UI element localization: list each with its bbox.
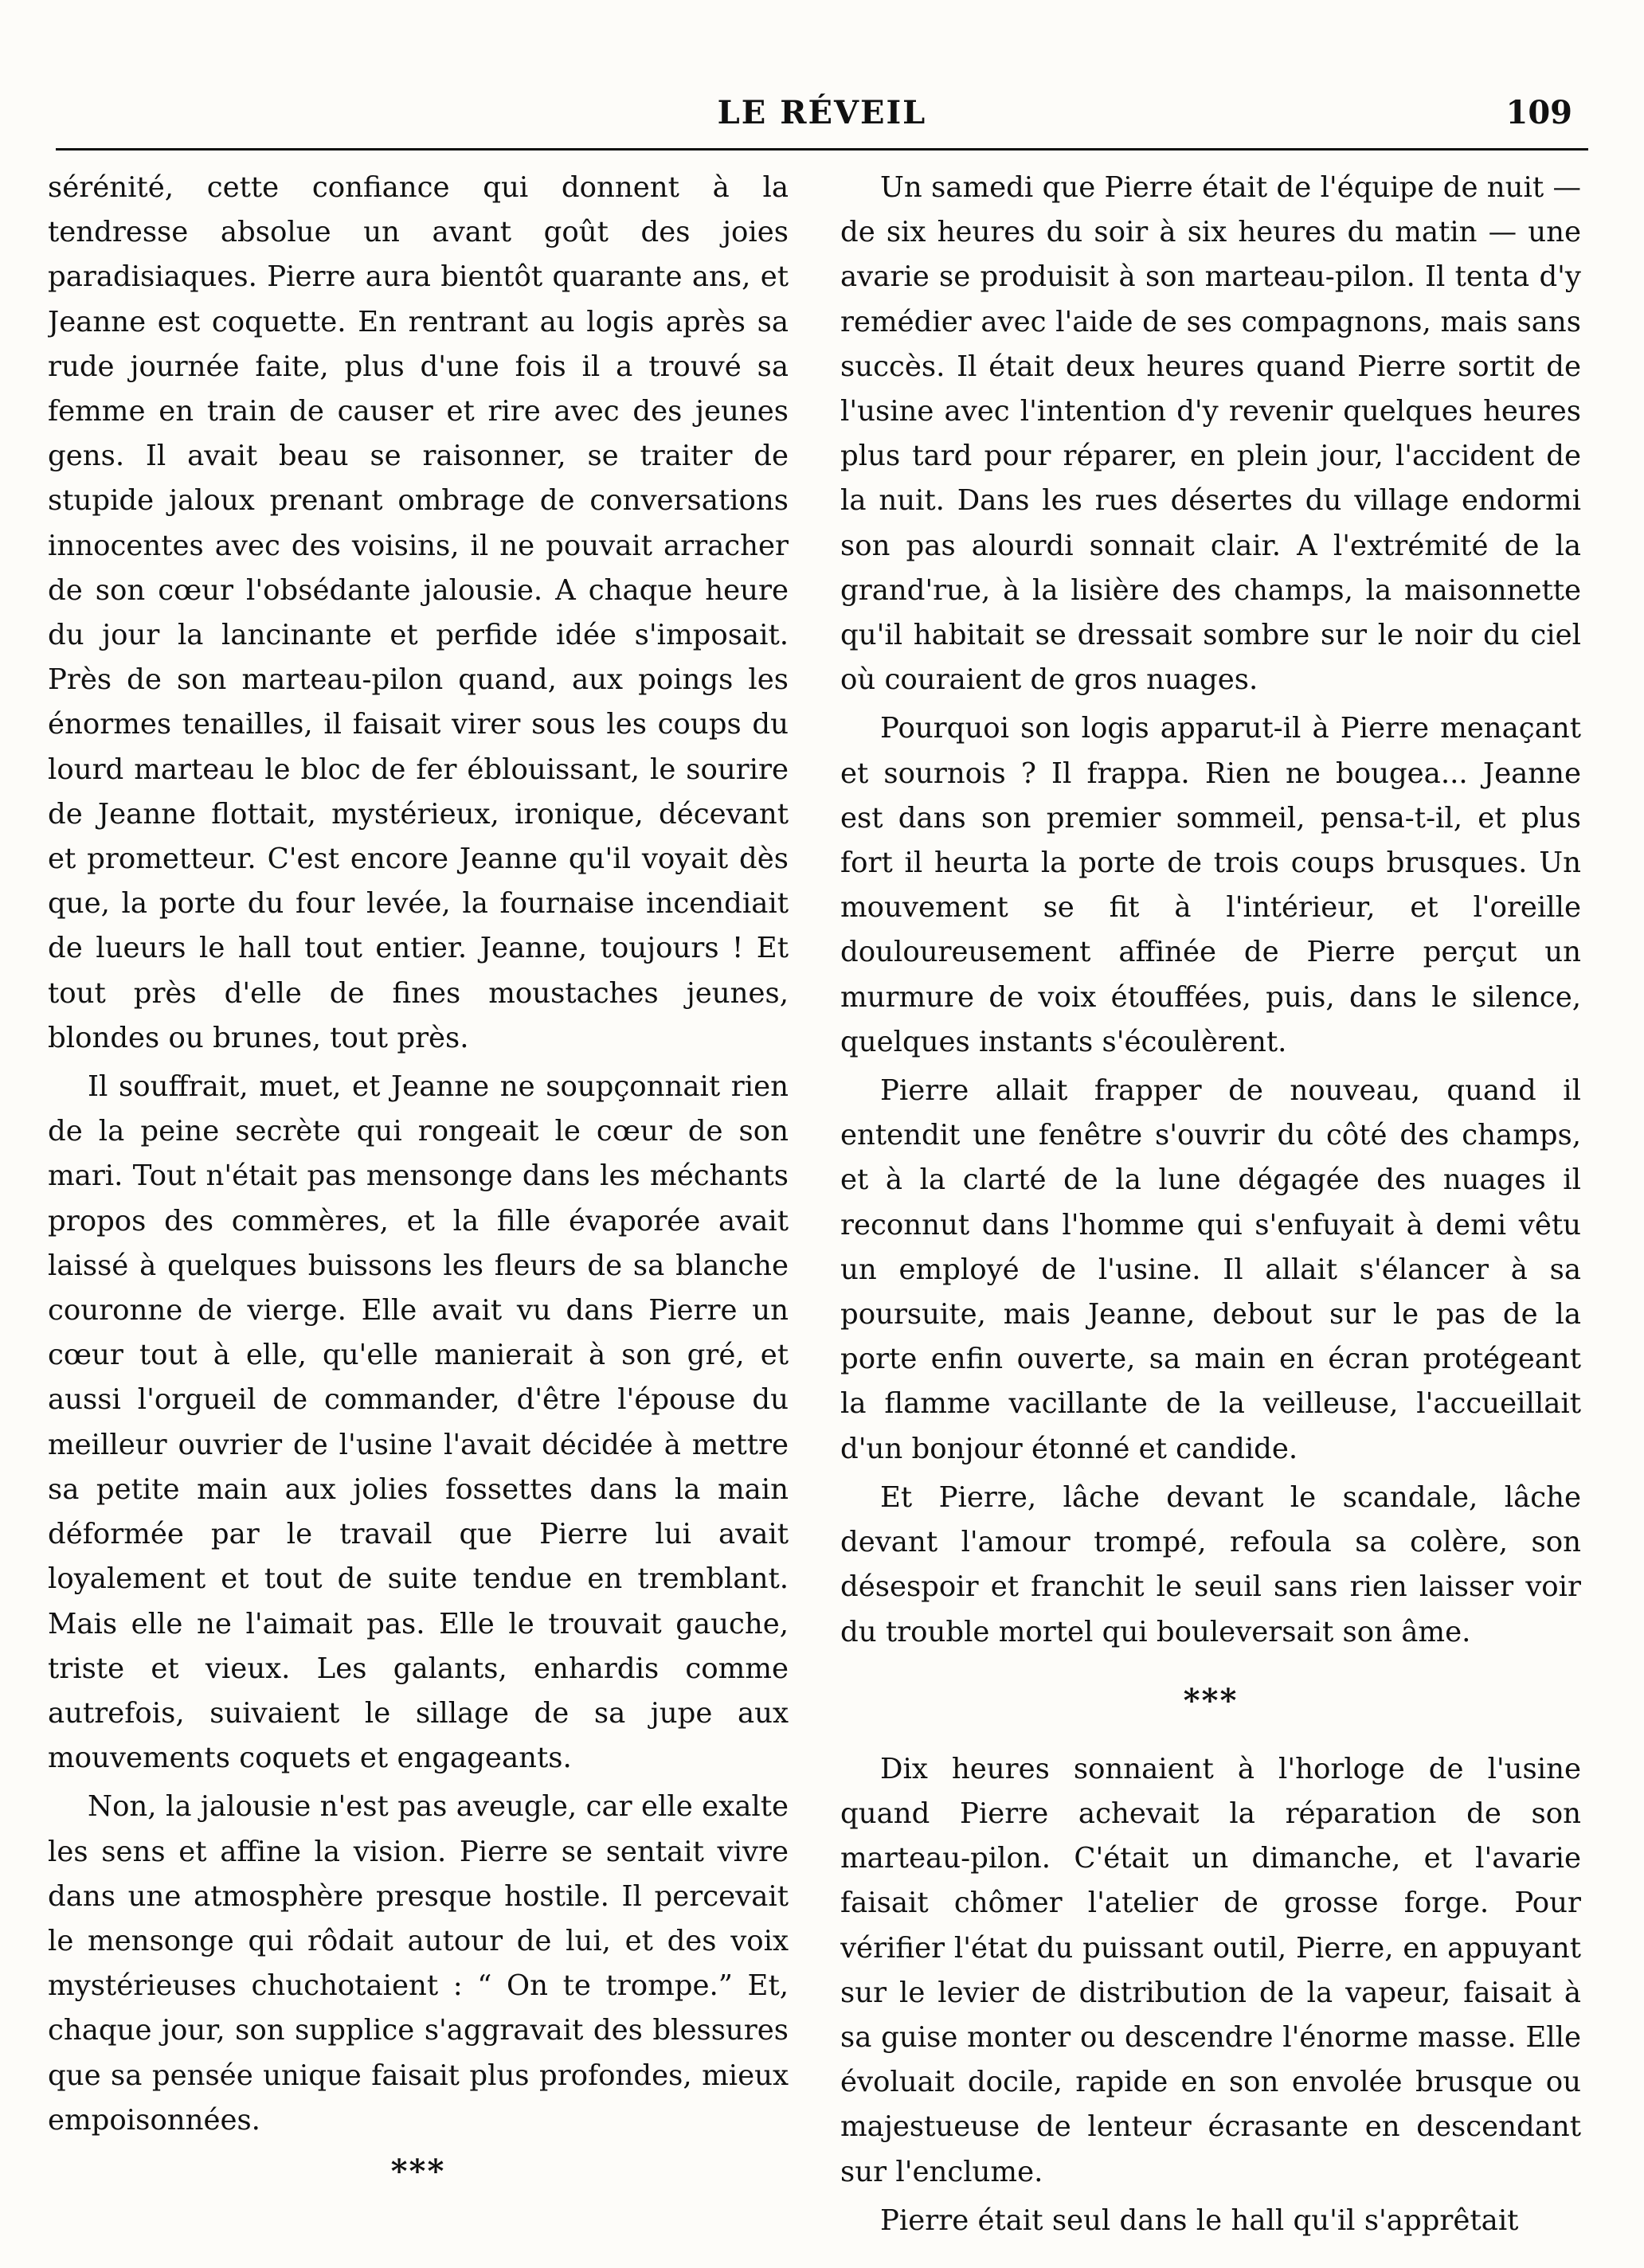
paragraph: Il souffrait, muet, et Jeanne ne soupçonnait rien de la peine secrète qui rongeait le cœur de son mari. Tout n'était pas mensonge dans les méchants propos des commères, et la fille évaporée avait laissé à quelques buissons les fleurs de sa blanche couronne de vierge. Elle avait vu dans Pierre un cœur tout à elle, qu'elle manierait à son gré, et aussi l'orgueil de commander, d'être l'épouse du meilleur ouvrier de l'usine l'avait décidée à mettre sa petite main aux jolies fossettes dans la main déformée par le travail que Pierre lui avait loyalement et tout de suite tendue en tremblant. Mais elle ne l'aimait pas. Elle le trouvait gauche, triste et vieux. Les galants, enhardis comme autrefois, suivaient le sillage de sa jupe aux mouvements coquets et engageants. [48, 1070, 789, 1775]
paragraph: Dix heures sonnaient à l'horloge de l'usine quand Pierre achevait la réparation de son marteau-pilon. C'était un dimanche, et l'avarie faisait chômer l'atelier de grosse forge. Pour vérifier l'état du puissant outil, Pierre, en appuyant sur le levier de distribution de la vapeur, faisait à sa guise monter ou descendre l'énorme masse. Elle évoluait docile, rapide en son envolée brusque ou majestueuse de lenteur écrasante en descendant sur l'enclume. [840, 1752, 1581, 2188]
journal-title: LE RÉVEIL [717, 94, 927, 131]
page-number: 109 [1505, 94, 1572, 131]
paragraph: Un samedi que Pierre était de l'équipe de nuit — de six heures du soir à six heures du matin — une avarie se produisit à son marteau-pilon. Il tenta d'y remédier avec l'aide de ses compagnons, mais sans succès. Il était deux heures quand Pierre sortit de l'usine avec l'intention d'y revenir quelques heures plus tard pour réparer, en plein jour, l'accident de la nuit. Dans les rues désertes du village endormi son pas alourdi sonnait clair. A l'extrémité de la grand'rue, à la lisière des champs, la maisonnette qu'il habitait se dressait sombre sur le noir du ciel où couraient de gros nuages. [840, 171, 1581, 697]
left-column [48, 166, 789, 2236]
section-asterism: *** [1183, 1681, 1239, 1719]
paragraph: Et Pierre, lâche devant le scandale, lâche devant l'amour trompé, refoula sa colère, son désespoir et franchit le seuil sans rien laisser voir du trouble mortel qui bouleversait son âme. [840, 1480, 1581, 1648]
paragraph: Non, la jalousie n'est pas aveugle, car elle exalte les sens et affine la vision. Pierre se sentait vivre dans une atmosphère presque hostile. Il percevait le mensonge qui rôdait autour de lui, et des voix mystérieuses chuchotaient : “ On te trompe.” Et, chaque jour, son supplice s'aggravait des blessures que sa pensée unique faisait plus profondes, mieux empoisonnées. [48, 1790, 789, 2137]
right-column [840, 166, 1581, 2236]
paragraph: Pourquoi son logis apparut-il à Pierre menaçant et sournois ? Il frappa. Rien ne bougea... Jeanne est dans son premier sommeil, pensa-t-il, et plus fort il heurta la porte de trois coups brusques. Un mouvement se fit à l'intérieur, et l'oreille douloureusement affinée de Pierre perçut un murmure de voix étouffées, puis, dans le silence, quelques instants s'écoulèrent. [840, 712, 1581, 1058]
paragraph: Pierre allait frapper de nouveau, quand il entendit une fenêtre s'ouvrir du côté des champs, et à la clarté de la lune dégagée des nuages il reconnut dans l'homme qui s'enfuyait à demi vêtu un employé de l'usine. Il allait s'élancer à sa poursuite, mais Jeanne, debout sur le pas de la porte enfin ouverte, sa main en écran protégeant la flamme vacillante de la veilleuse, l'accueillait d'un bonjour étonné et candide. [840, 1074, 1581, 1465]
section-asterism: *** [390, 2152, 446, 2190]
paragraph: sérénité, cette confiance qui donnent à la tendresse absolue un avant goût des joies paradisiaques. Pierre aura bientôt quarante ans, et Jeanne est coquette. En rentrant au logis après sa rude journée faite, plus d'une fois il a trouvé sa femme en train de causer et rire avec des jeunes gens. Il avait beau se raisonner, se traiter de stupide jaloux prenant ombrage de conversations innocentes avec des voisins, il ne pouvait arracher de son cœur l'obsédante jalousie. A chaque heure du jour la lancinante et perfide idée s'imposait. Près de son marteau-pilon quand, aux poings les énormes tenailles, il faisait virer sous les coups du lourd marteau le bloc de fer éblouissant, le sourire de Jeanne flottait, mystérieux, ironique, décevant et prometteur. C'est encore Jeanne qu'il voyait dès que, la porte du four levée, la fournaise incendiait de lueurs le hall tout entier. Jeanne, toujours ! Et tout près d'elle de fines moustaches jeunes, blondes ou brunes, tout près. [48, 171, 789, 1054]
paragraph: Pierre était seul dans le hall qu'il s'apprêtait [880, 2203, 1519, 2236]
header-rule [56, 148, 1588, 151]
running-header [72, 88, 1572, 143]
